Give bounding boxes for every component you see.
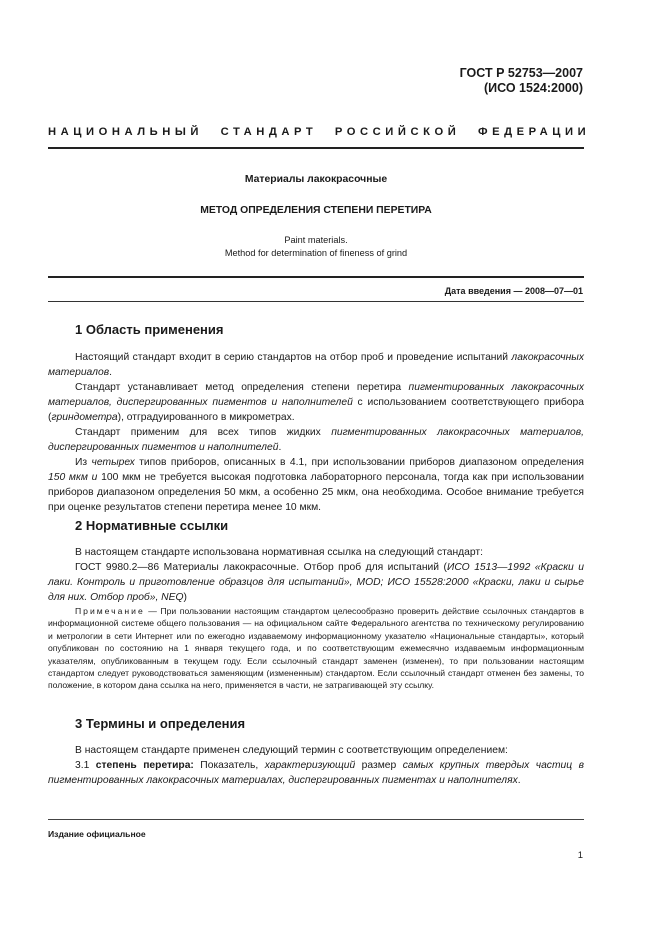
paragraph: Настоящий стандарт входит в серию стандартов на отбор проб и проведение испытаний лакокрасочных материалов. <box>48 352 584 378</box>
paragraph: Стандарт применим для всех типов жидких пигментированных лакокрасочных материалов, диспергированных пигментов и наполнителей. <box>48 427 584 453</box>
paragraph: Из четырех типов приборов, описанных в 4.1, при использовании приборов диапазоном определения 150 мкм и 100 мкм не требуется высокая подготовка лабораторного персонала, тогда как при использовании приборов диапазоном определения 50 мкм, а особенно 25 мкм, она необходима. Особое внимание требуется при оценке результатов степени перетира менее 10 мкм. <box>48 457 585 513</box>
date-divider <box>48 301 584 302</box>
paragraph: В настоящем стандарте применен следующий термин с соответствующим определением: <box>75 745 508 756</box>
note-text: — При пользовании настоящим стандартом целесообразно проверить действие ссылочных стандартов в информационной системе общего пользования — на официальном сайте Федерального агентства по техническому регулированию и метрологии в сети Интернет или по ежегодно издаваемому информационному указателю «Национальные стандарты», который опубликован по состоянию на 1 января текущего года, и по соответствующим ежемесячно издаваемым информационным указателям, опубликованным в текущем году. Если ссылочный стандарт заменен (изменен), то при пользовании настоящим стандартом следует руководствоваться заменяющим (измененным) стандартом. Если ссылочный стандарт отменен без замены, то положение, в котором дана ссылка на него, применяется в части, не затрагивающей эту ссылку. <box>48 606 584 691</box>
section-2-body <box>48 545 584 605</box>
title-divider <box>48 276 584 278</box>
section-3-body <box>48 743 584 788</box>
note-block <box>48 605 584 692</box>
national-standard-banner: НАЦИОНАЛЬНЫЙ СТАНДАРТ РОССИЙСКОЙ ФЕДЕРАЦИИ <box>48 126 591 138</box>
paragraph: ГОСТ 9980.2—86 Материалы лакокрасочные. Отбор проб для испытаний (ИСО 1513—1992 «Краски и лаки. Контроль и приготовление образцов для испытаний», MOD; ИСО 15528:2000 «Краски, лаки и сырье для них. Отбор проб», NEQ) <box>48 562 585 603</box>
document-subject: Материалы лакокрасочные <box>244 174 388 185</box>
official-edition-label: Издание официальное <box>48 829 146 839</box>
introduction-date: Дата введения — 2008—07—01 <box>444 286 583 296</box>
header-divider <box>48 147 584 149</box>
section-3-heading: 3 Термины и определения <box>75 716 246 731</box>
footer-divider <box>48 819 584 820</box>
term-definition: 3.1 степень перетира: Показатель, характеризующий размер самых крупных твердых частиц в пигментированных лакокрасочных материалах, диспергированных пигментах и наполнителях. <box>48 760 584 786</box>
section-1-body <box>48 350 584 515</box>
standard-number: ГОСТ Р 52753—2007 <box>459 66 583 80</box>
english-title-line2: Method for determination of fineness of grind <box>224 248 408 258</box>
iso-number: (ИСО 1524:2000) <box>484 81 583 95</box>
note-label: Примечание <box>75 606 145 616</box>
standard-identifier <box>460 66 583 96</box>
section-2-heading: 2 Нормативные ссылки <box>75 518 229 533</box>
term: степень перетира: <box>95 760 194 771</box>
section-1-heading: 1 Область применения <box>75 322 224 337</box>
document-title: МЕТОД ОПРЕДЕЛЕНИЯ СТЕПЕНИ ПЕРЕТИРА <box>200 205 432 216</box>
english-title <box>48 234 584 260</box>
paragraph: Стандарт устанавливает метод определения степени перетира пигментированных лакокрасочных материалов, диспергированных пигментов и наполнителей с использованием соответствующего прибора (гриндометра), отградуированного в микрометрах. <box>48 382 584 423</box>
page-number: 1 <box>577 850 583 861</box>
english-title-line1: Paint materials. <box>284 235 348 245</box>
paragraph: В настоящем стандарте использована нормативная ссылка на следующий стандарт: <box>75 547 483 558</box>
